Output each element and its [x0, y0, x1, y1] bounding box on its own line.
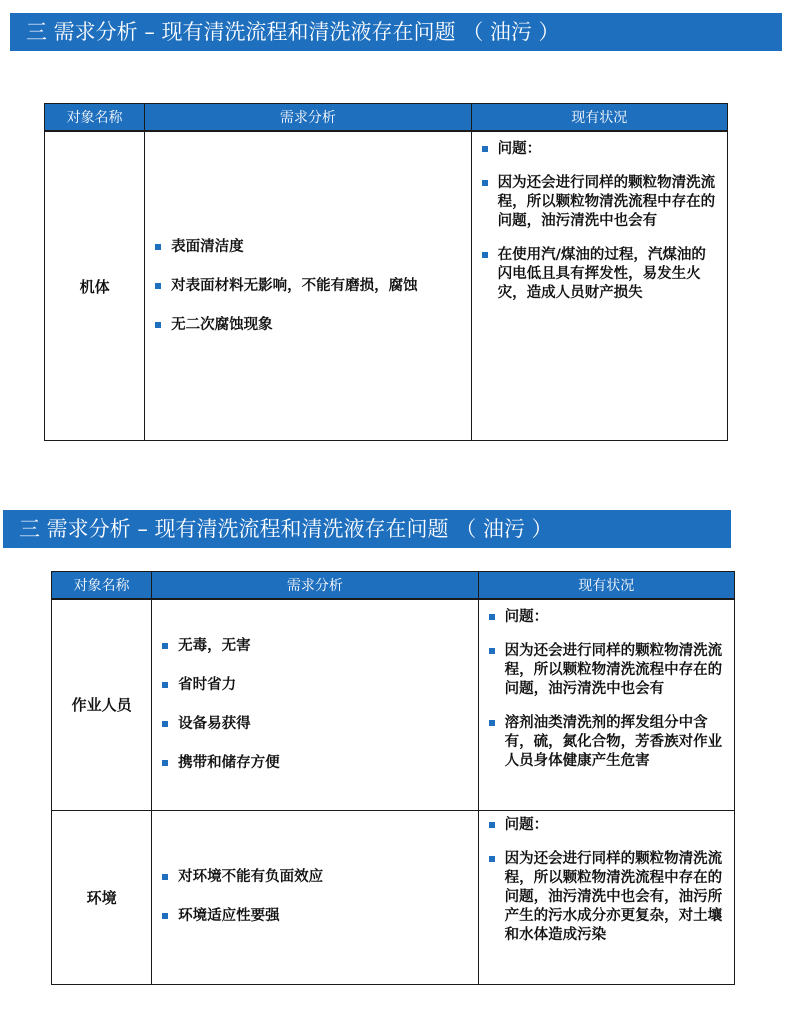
- requirements-cell: [152, 599, 478, 810]
- list-item: 环境适应性要强: [162, 907, 469, 926]
- list-item: 在使用汽/煤油的过程，汽煤油的闪电低且具有挥发性，易发生火灾，造成人员财产损失: [482, 246, 719, 303]
- section-title: 三 需求分析 – 现有清洗流程和清洗液存在问题 （ 油污 ）: [19, 517, 553, 541]
- list-item: 问题：: [489, 608, 726, 627]
- table-row: [52, 810, 735, 984]
- status-list: [472, 132, 727, 303]
- analysis-table: [51, 571, 735, 985]
- list-item: 因为还会进行同样的颗粒物清洗流程，所以颗粒物清洗流程中存在的问题，油污清洗中也会有: [482, 174, 719, 231]
- section-title-banner: [3, 510, 731, 548]
- requirements-list: [152, 637, 477, 773]
- analysis-table: [44, 103, 728, 441]
- object-name-cell: 环境: [52, 810, 152, 984]
- status-cell: [471, 131, 727, 441]
- table-row: [45, 131, 728, 441]
- list-item: 对环境不能有负面效应: [162, 868, 469, 887]
- status-cell: [478, 810, 734, 984]
- list-item: 因为还会进行同样的颗粒物清洗流程，所以颗粒物清洗流程中存在的问题，油污清洗中也会有: [489, 642, 726, 699]
- table-header-row: [45, 104, 728, 132]
- requirements-cell: [145, 131, 471, 441]
- section-title-banner: [10, 13, 782, 51]
- list-item: 因为还会进行同样的颗粒物清洗流程，所以颗粒物清洗流程中存在的问题，油污清洗中也会有，油污所产生的污水成分亦更复杂，对土壤和水体造成污染: [489, 850, 726, 945]
- list-item: 省时省力: [162, 676, 469, 695]
- header-current-status: 现有状况: [471, 104, 727, 132]
- header-requirement-analysis: 需求分析: [152, 572, 478, 600]
- list-item: 携带和储存方便: [162, 754, 469, 773]
- list-item: 对表面材料无影响，不能有磨损，腐蚀: [155, 277, 462, 296]
- object-name-cell: 机体: [45, 131, 145, 441]
- list-item: 表面清洁度: [155, 238, 462, 257]
- list-item: 设备易获得: [162, 715, 469, 734]
- list-item: 无毒，无害: [162, 637, 469, 656]
- list-item: 无二次腐蚀现象: [155, 316, 462, 335]
- requirements-cell: [152, 810, 478, 984]
- list-item: 问题：: [482, 140, 719, 159]
- header-requirement-analysis: 需求分析: [145, 104, 471, 132]
- status-list: [479, 811, 734, 945]
- requirements-list: [152, 868, 477, 926]
- object-name-cell: 作业人员: [52, 599, 152, 810]
- list-item: 问题：: [489, 816, 726, 835]
- section-title: 三 需求分析 – 现有清洗流程和清洗液存在问题 （ 油污 ）: [26, 20, 560, 44]
- status-cell: [478, 599, 734, 810]
- list-item: 溶剂油类清洗剂的挥发组分中含有，硫，氮化合物，芳香族对作业人员身体健康产生危害: [489, 714, 726, 771]
- requirements-list: [145, 238, 470, 335]
- header-current-status: 现有状况: [478, 572, 734, 600]
- table-row: [52, 599, 735, 810]
- header-object-name: 对象名称: [52, 572, 152, 600]
- table-header-row: [52, 572, 735, 600]
- status-list: [479, 600, 734, 771]
- header-object-name: 对象名称: [45, 104, 145, 132]
